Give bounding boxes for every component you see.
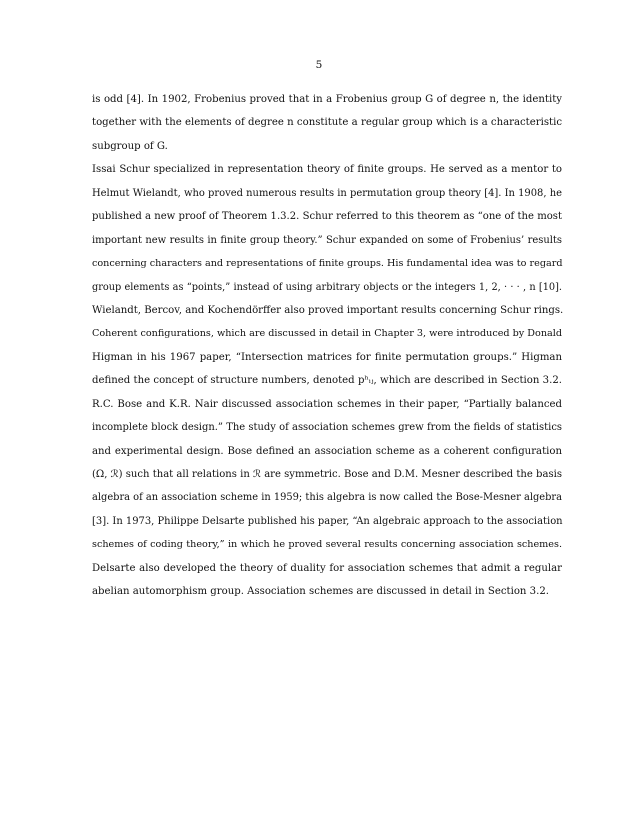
text-line: subgroup of G.	[92, 140, 168, 152]
text-line: and experimental design. Bose defined an association scheme as a coherent configuration	[92, 445, 562, 457]
text-line: published a new proof of Theorem 1.3.2. Schur referred to this theorem as “one of the most	[92, 211, 562, 223]
text-line: important new results in finite group theory.” Schur expanded on some of Frobenius’ results	[92, 234, 562, 246]
text-line: Delsarte also developed the theory of duality for association schemes that admit a regular	[92, 562, 562, 574]
text-line: Higman in his 1967 paper, “Intersection matrices for finite permutation groups.” Higman	[92, 351, 562, 363]
page-number: 5	[315, 59, 323, 71]
text-line: (Ω, ℛ) such that all relations in ℛ are symmetric. Bose and D.M. Mesner described the basis	[92, 469, 562, 480]
text-line: together with the elements of degree n constitute a regular group which is a characteristic	[92, 117, 562, 129]
text-line: incomplete block design.” The study of association schemes grew from the fields of statistics	[92, 422, 562, 434]
text-line: algebra of an association scheme in 1959; this algebra is now called the Bose-Mesner algebra	[92, 492, 562, 504]
text-line: Helmut Wielandt, who proved numerous results in permutation group theory [4]. In 1908, he	[92, 187, 562, 199]
text-line: abelian automorphism group. Association schemes are discussed in detail in Section 3.2.	[92, 586, 549, 598]
text-line: concerning characters and representations of finite groups. His fundamental idea was to regard	[92, 258, 563, 270]
text-line: Issai Schur specialized in representation theory of finite groups. He served as a mentor to	[92, 164, 562, 176]
text-line: [3]. In 1973, Philippe Delsarte published his paper, “An algebraic approach to the association	[92, 515, 563, 527]
text-line: is odd [4]. In 1902, Frobenius proved that in a Frobenius group G of degree n, the identity	[92, 94, 562, 105]
text-line: Wielandt, Bercov, and Kochendörffer also proved important results concerning Schur rings.	[92, 304, 564, 316]
text-line: group elements as “points,” instead of using arbitrary objects or the integers 1, 2, · · · , n [10].	[92, 281, 562, 293]
text-line: defined the concept of structure numbers, denoted pʰᵢⱼ, which are described in Section 3.2.	[92, 375, 562, 387]
text-line: schemes of coding theory,” in which he proved several results concerning association schemes.	[92, 539, 562, 551]
text-line: R.C. Bose and K.R. Nair discussed association schemes in their paper, “Partially balanced	[92, 398, 562, 410]
body-text	[92, 88, 562, 604]
text-line: Coherent configurations, which are discussed in detail in Chapter 3, were introduced by Donald	[92, 328, 562, 340]
